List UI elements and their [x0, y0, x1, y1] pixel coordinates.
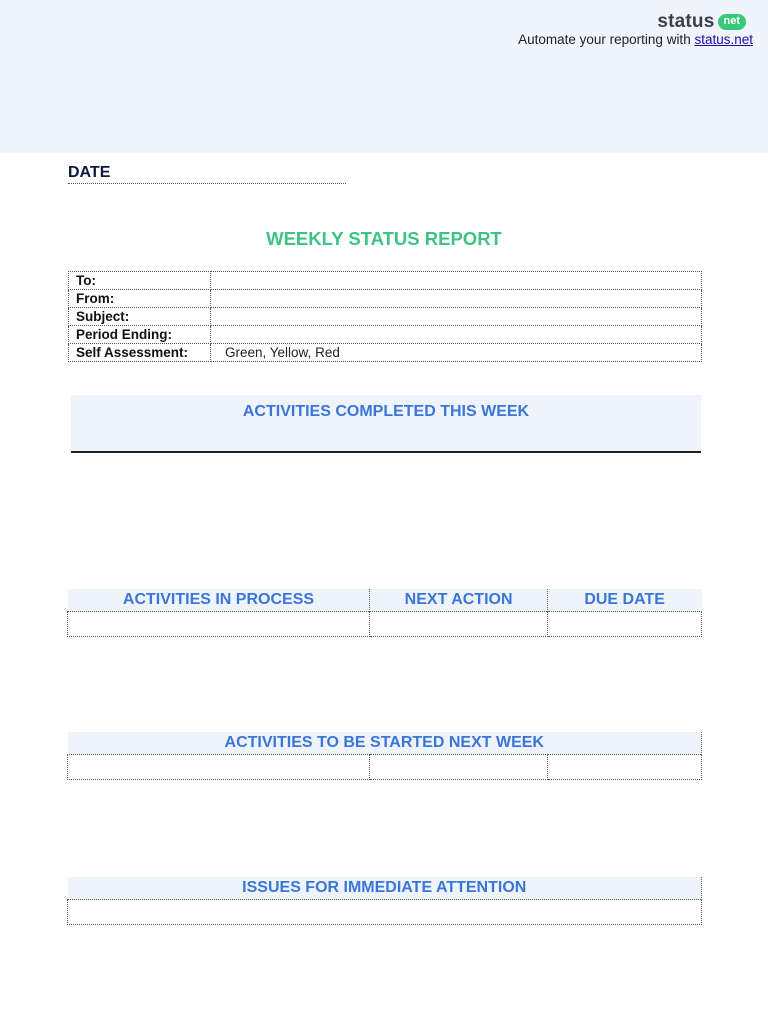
in-process-table	[67, 589, 702, 637]
issues-table	[67, 877, 702, 925]
tagline-text: Automate your reporting with	[518, 32, 695, 47]
table-cell[interactable]	[547, 612, 701, 637]
info-label: From:	[69, 290, 211, 308]
info-value[interactable]	[211, 308, 702, 326]
tagline	[518, 32, 753, 47]
status-net-link[interactable]: status.net	[694, 32, 753, 47]
table-cell[interactable]	[68, 755, 370, 780]
table-cell[interactable]	[370, 755, 547, 780]
issues-section-title: ISSUES FOR IMMEDIATE ATTENTION	[68, 877, 702, 900]
column-header: NEXT ACTION	[370, 589, 547, 612]
info-row	[69, 344, 702, 362]
next-week-section-title: ACTIVITIES TO BE STARTED NEXT WEEK	[68, 732, 702, 755]
info-label: Subject:	[69, 308, 211, 326]
info-label: Period Ending:	[69, 326, 211, 344]
table-header-row	[68, 732, 702, 755]
next-week-table	[67, 732, 702, 780]
logo-badge: net	[718, 14, 747, 30]
header-banner	[0, 0, 768, 153]
table-header-row	[68, 589, 702, 612]
info-row	[69, 290, 702, 308]
table-cell[interactable]	[68, 612, 370, 637]
logo-word: status	[657, 11, 715, 32]
table-row	[68, 612, 702, 637]
status-net-logo[interactable]	[657, 11, 746, 33]
info-value[interactable]	[211, 326, 702, 344]
info-row	[69, 308, 702, 326]
table-header-row	[68, 877, 702, 900]
info-row	[69, 326, 702, 344]
info-value[interactable]	[211, 272, 702, 290]
report-title: WEEKLY STATUS REPORT	[266, 228, 502, 249]
table-row	[68, 755, 702, 780]
info-row	[69, 272, 702, 290]
info-label: To:	[69, 272, 211, 290]
info-value[interactable]	[211, 290, 702, 308]
table-cell[interactable]	[68, 900, 702, 925]
info-label: Self Assessment:	[69, 344, 211, 362]
column-header: DUE DATE	[547, 589, 701, 612]
table-row	[68, 900, 702, 925]
completed-section	[71, 395, 701, 453]
column-header: ACTIVITIES IN PROCESS	[68, 589, 370, 612]
date-label: DATE	[68, 164, 111, 181]
table-cell[interactable]	[547, 755, 701, 780]
info-value[interactable]: Green, Yellow, Red	[211, 344, 702, 362]
table-cell[interactable]	[370, 612, 547, 637]
date-field-line[interactable]	[68, 183, 346, 184]
completed-section-title: ACTIVITIES COMPLETED THIS WEEK	[242, 403, 530, 420]
info-table	[68, 271, 702, 362]
